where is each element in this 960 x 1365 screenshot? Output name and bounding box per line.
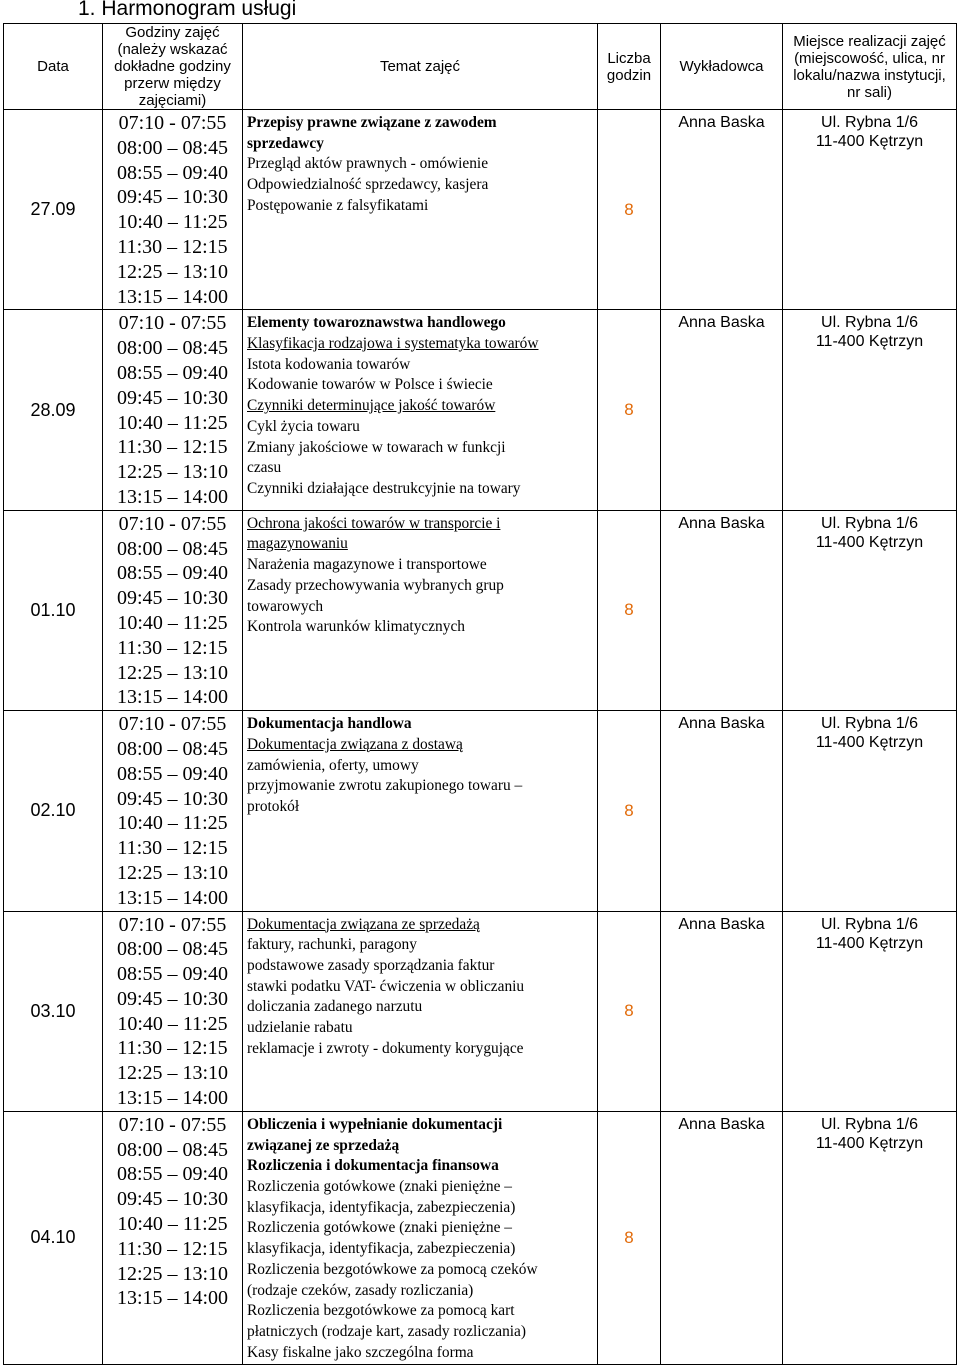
topic-line: Rozliczenia bezgotówkowe za pomocą kart [247,1302,515,1320]
place-cell [783,711,957,911]
lecturer-cell: Anna Baska [661,711,783,911]
date-cell: 04.10 [4,1111,103,1364]
topic-line: Rozliczenia gotówkowe (znaki pieniężne – [247,1177,512,1195]
topic-line: protokół [247,797,300,815]
topic-line: doliczania zadanego narzutu [247,998,423,1016]
place-cell [783,510,957,710]
time-slot: 10:40 – 11:25 [117,1012,228,1035]
time-slot: 08:00 – 08:45 [116,136,229,159]
place-line: Ul. Rybna 1/6 [821,915,918,933]
table-row [4,1111,957,1364]
time-slot: 13:15 – 14:00 [116,485,229,508]
date-cell: 03.10 [4,911,103,1111]
header-hours-line: Godziny zajęć [125,24,220,41]
time-slot: 13:15 – 14:00 [116,886,229,909]
topic-line: Dokumentacja handlowa [247,715,412,733]
topic-line: Rozliczenia i dokumentacja finansowa [247,1157,499,1175]
date-cell: 27.09 [4,110,103,310]
lecturer-cell: Anna Baska [661,1111,783,1364]
time-slot: 12:25 – 13:10 [116,1262,229,1285]
place-line: Ul. Rybna 1/6 [821,1115,918,1133]
place-cell [783,110,957,310]
topic-line: faktury, rachunki, paragony [247,936,417,954]
time-slot: 13:15 – 14:00 [116,1287,229,1310]
header-place-line: Miejsce realizacji zajęć [793,32,946,50]
time-slot: 11:30 – 12:15 [117,1237,228,1260]
time-slot: 09:45 – 10:30 [116,987,229,1010]
time-slot: 10:40 – 11:25 [117,411,228,434]
place-line: 11-400 Kętrzyn [815,734,924,752]
topic-line: Postępowanie z falsyfikatami [247,196,429,214]
place-line: 11-400 Kętrzyn [815,934,924,952]
time-slots-cell [103,510,243,710]
hours-count-cell: 8 [598,1111,661,1364]
time-slot: 11:30 – 12:15 [117,837,228,860]
topic-line: sprzedawcy [247,134,324,152]
time-slot: 08:00 – 08:45 [116,1138,229,1161]
time-slot: 10:40 – 11:25 [117,812,228,835]
header-topic: Temat zajęć [243,24,598,110]
topic-line: Zmiany jakościowe w towarach w funkcji [247,438,506,456]
topic-line: Przegląd aktów prawnych - omówienie [247,155,489,173]
topic-line: Odpowiedzialność sprzedawcy, kasjera [247,176,489,194]
schedule-table [3,23,957,1365]
time-slot: 13:15 – 14:00 [116,1087,229,1110]
header-hours [103,24,243,110]
time-slot: 07:10 - 07:55 [118,512,227,535]
table-row [4,911,957,1111]
topic-line: stawki podatku VAT- ćwiczenia w obliczaniu [247,977,525,995]
topic-cell [243,110,598,310]
topic-line: zamówienia, oferty, umowy [247,756,419,774]
time-slot: 08:55 – 09:40 [116,562,229,585]
date-cell: 01.10 [4,510,103,710]
hours-count-cell: 8 [598,510,661,710]
time-slot: 11:30 – 12:15 [117,1037,228,1060]
hours-count-cell: 8 [598,911,661,1111]
topic-line: Istota kodowania towarów [247,355,411,373]
time-slot: 12:25 – 13:10 [116,260,229,283]
time-slots-cell [103,711,243,911]
time-slot: 08:55 – 09:40 [116,1163,229,1186]
time-slot: 09:45 – 10:30 [116,587,229,610]
topic-line: Klasyfikacja rodzajowa i systematyka towarów [247,335,539,353]
time-slot: 09:45 – 10:30 [116,186,229,209]
time-slot: 08:00 – 08:45 [116,537,229,560]
topic-line: Dokumentacja związana ze sprzedażą [247,915,480,933]
topic-line: (rodzaje czeków, zasady rozliczania) [247,1281,474,1299]
hours-count-cell: 8 [598,110,661,310]
header-place-line: nr sali) [846,83,892,101]
time-slot: 08:00 – 08:45 [116,737,229,760]
page-title: 1. Harmonogram usługi [78,0,297,20]
topic-line: Czynniki działające destrukcyjnie na towary [247,480,521,497]
time-slot: 13:15 – 14:00 [116,686,229,709]
topic-line: Dokumentacja związana z dostawą [247,735,463,753]
header-hours-line: dokładne godziny [114,58,231,75]
time-slot: 08:55 – 09:40 [116,963,229,986]
time-slot: 08:55 – 09:40 [116,161,229,184]
time-slot: 12:25 – 13:10 [116,461,229,484]
place-cell [783,911,957,1111]
topic-line: Narażenia magazynowe i transportowe [247,556,487,574]
time-slot: 07:10 - 07:55 [118,1113,227,1136]
topic-line: Kodowanie towarów w Polsce i świecie [247,376,493,394]
header-count [598,24,661,110]
time-slot: 12:25 – 13:10 [116,861,229,884]
header-place [783,24,957,110]
time-slot: 07:10 - 07:55 [118,112,227,134]
topic-line: Zasady przechowywania wybranych grup [247,576,504,594]
lecturer-cell: Anna Baska [661,310,783,510]
time-slot: 08:00 – 08:45 [116,938,229,961]
table-row [4,110,957,310]
topic-line: Elementy towaroznawstwa handlowego [247,314,506,332]
header-hours-line: (należy wskazać [117,41,228,58]
time-slots-cell [103,911,243,1111]
topic-line: czasu [247,459,282,477]
topic-line: Kasy fiskalne jako szczególna forma [247,1343,474,1361]
time-slot: 11:30 – 12:15 [117,636,228,659]
time-slot: 10:40 – 11:25 [117,211,228,234]
time-slot: 11:30 – 12:15 [117,235,228,258]
lecturer-cell: Anna Baska [661,110,783,310]
time-slot: 12:25 – 13:10 [116,1062,229,1085]
table-row [4,711,957,911]
time-slot: 08:55 – 09:40 [116,361,229,384]
topic-line: towarowych [247,597,324,615]
time-slot: 07:10 - 07:55 [118,713,227,736]
topic-line: magazynowaniu [247,535,348,553]
header-hours-line: zajęciami) [138,92,207,109]
topic-line: udzielanie rabatu [247,1019,353,1037]
topic-line: reklamacje i zwroty - dokumenty korygujące [247,1039,524,1057]
topic-cell [243,310,598,510]
topic-line: klasyfikacja, identyfikacja, zabezpieczenia) [247,1198,516,1216]
header-hours-line: przerw między [124,75,221,92]
time-slot: 12:25 – 13:10 [116,661,229,684]
lecturer-cell: Anna Baska [661,510,783,710]
hours-count-cell: 8 [598,310,661,510]
topic-line: Kontrola warunków klimatycznych [247,618,465,636]
topic-line: przyjmowanie zwrotu zakupionego towaru – [247,777,523,795]
topic-line: Rozliczenia bezgotówkowe za pomocą czeków [247,1260,538,1278]
date-cell: 28.09 [4,310,103,510]
topic-cell [243,911,598,1111]
place-cell [783,1111,957,1364]
time-slot: 08:00 – 08:45 [116,337,229,360]
time-slots-cell [103,310,243,510]
topic-line: związanej ze sprzedażą [247,1136,400,1154]
place-line: Ul. Rybna 1/6 [821,114,918,131]
topic-line: płatniczych (rodzaje kart, zasady rozliczania) [247,1322,527,1340]
time-slot: 10:40 – 11:25 [117,1213,228,1236]
table-row [4,310,957,510]
topic-line: Przepisy prawne związane z zawodem [247,114,497,131]
time-slot: 13:15 – 14:00 [116,285,229,308]
header-count-line: Liczba [607,49,651,67]
topic-line: Cykl życia towaru [247,417,360,435]
header-place-line: (miejscowość, ulica, nr [794,49,945,67]
time-slot: 07:10 - 07:55 [118,913,227,936]
time-slot: 09:45 – 10:30 [116,787,229,810]
topic-cell [243,510,598,710]
place-line: 11-400 Kętrzyn [815,1134,924,1152]
header-date: Data [4,24,103,110]
topic-line: podstawowe zasady sporządzania faktur [247,956,495,974]
time-slot: 10:40 – 11:25 [117,611,228,634]
place-line: 11-400 Kętrzyn [815,533,924,551]
header-lecturer: Wykładowca [661,24,783,110]
topic-line: klasyfikacja, identyfikacja, zabezpieczenia) [247,1240,516,1258]
topic-line: Ochrona jakości towarów w transporcie i [247,514,501,532]
table-row [4,510,957,710]
time-slot: 09:45 – 10:30 [116,386,229,409]
header-place-line: lokalu/nazwa instytucji, [793,66,946,84]
topic-line: Rozliczenia gotówkowe (znaki pieniężne – [247,1219,512,1237]
time-slot: 07:10 - 07:55 [118,312,227,335]
place-line: Ul. Rybna 1/6 [821,514,918,532]
place-line: 11-400 Kętrzyn [815,333,924,351]
time-slot: 11:30 – 12:15 [117,436,228,459]
time-slots-cell [103,1111,243,1364]
time-slot: 08:55 – 09:40 [116,762,229,785]
topic-cell [243,1111,598,1364]
hours-count-cell: 8 [598,711,661,911]
topic-line: Obliczenia i wypełnianie dokumentacji [247,1115,503,1133]
topic-cell [243,711,598,911]
time-slot: 09:45 – 10:30 [116,1188,229,1211]
place-cell [783,310,957,510]
topic-line: Czynniki determinujące jakość towarów [247,397,496,415]
place-line: 11-400 Kętrzyn [815,133,924,150]
lecturer-cell: Anna Baska [661,911,783,1111]
header-row [4,24,957,110]
place-line: Ul. Rybna 1/6 [821,314,918,332]
place-line: Ul. Rybna 1/6 [821,715,918,733]
header-count-line: godzin [606,66,652,84]
time-slots-cell [103,110,243,310]
date-cell: 02.10 [4,711,103,911]
